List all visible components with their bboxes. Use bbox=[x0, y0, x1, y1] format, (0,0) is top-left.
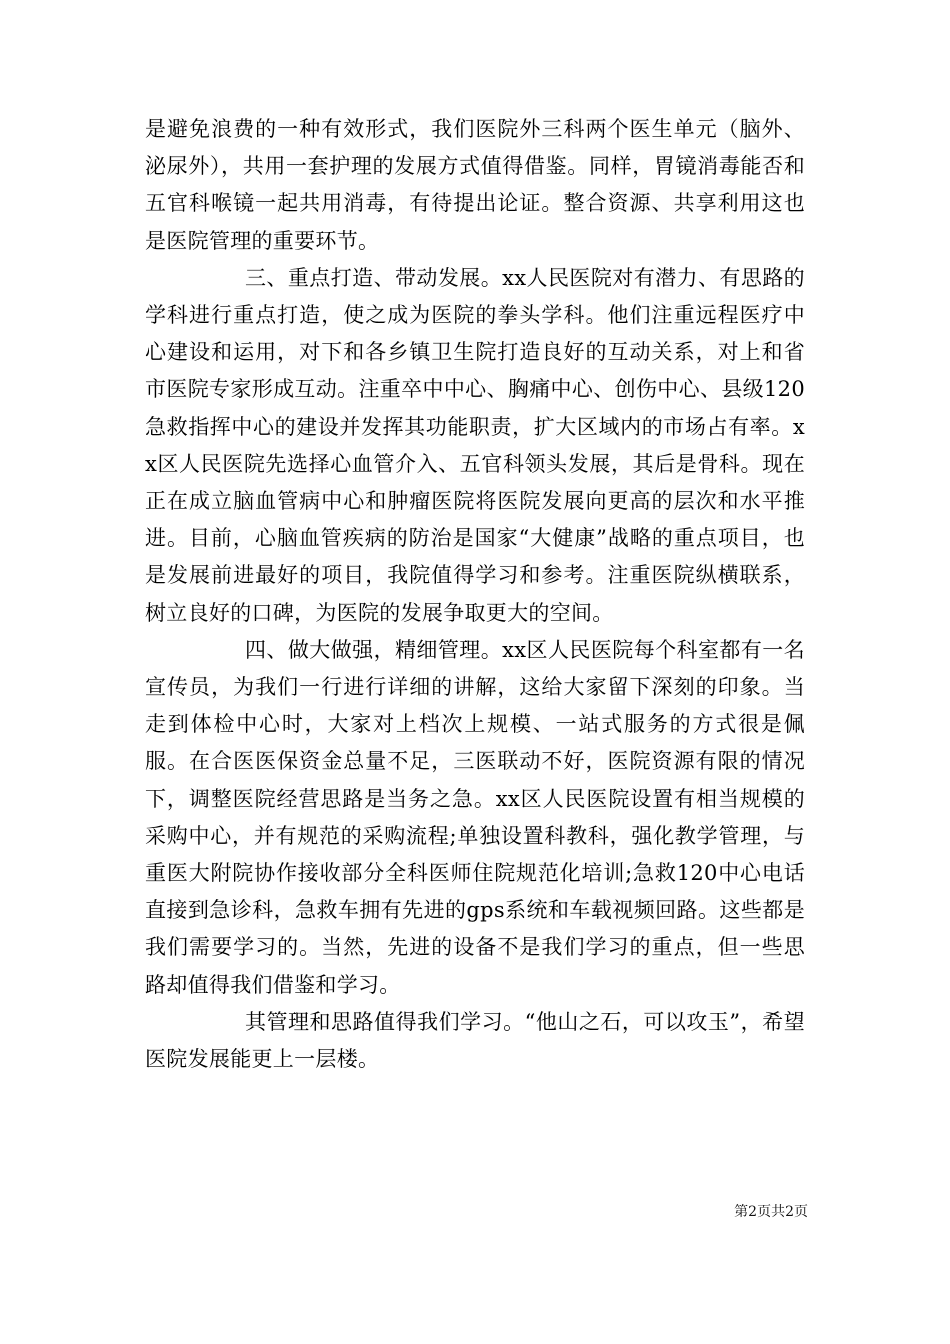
document-body bbox=[145, 111, 805, 1078]
paragraph-resource-sharing: 是避免浪费的一种有效形式，我们医院外三科两个医生单元（脑外、泌尿外），共用一套护理的发展方式值得借鉴。同样，胃镜消毒能否和五官科喉镜一起共用消毒，有待提出论证。整合资源、共享利用这也是医院管理的重要环节。 bbox=[145, 117, 805, 253]
paragraph-fine-management: 四、做大做强，精细管理。xx区人民医院每个科室都有一名宣传员，为我们一行进行详细的讲解，这给大家留下深刻的印象。当走到体检中心时，大家对上档次上规模、一站式服务的方式很是佩服。在合医医保资金总量不足，三医联动不好，医院资源有限的情况下，调整医院经营思路是当务之急。xx区人民医院设置有相当规模的采购中心，并有规范的采购流程;单独设置科教科，强化教学管理，与重医大附院协作接收部分全科医师住院规范化培训;急救120中心电话直接到急诊科，急救车拥有先进的gps系统和车载视频回路。这些都是我们需要学习的。当然，先进的设备不是我们学习的重点，但一些思路却值得我们借鉴和学习。 bbox=[145, 637, 805, 997]
paragraph-key-development: 三、重点打造、带动发展。xx人民医院对有潜力、有思路的学科进行重点打造，使之成为医院的拳头学科。他们注重远程医疗中心建设和运用，对下和各乡镇卫生院打造良好的互动关系，对上和省市医院专家形成互动。注重卒中中心、胸痛中心、创伤中心、县级120急救指挥中心的建设并发挥其功能职责，扩大区域内的市场占有率。xx区人民医院先选择心血管介入、五官科领头发展，其后是骨科。现在正在成立脑血管病中心和肿瘤医院将医院发展向更高的层次和水平推进。目前，心脑血管疾病的防治是国家“大健康”战略的重点项目，也是发展前进最好的项目，我院值得学习和参考。注重医院纵横联系，树立良好的口碑，为医院的发展争取更大的空间。 bbox=[145, 265, 805, 625]
paragraph-conclusion: 其管理和思路值得我们学习。“他山之石，可以攻玉”，希望医院发展能更上一层楼。 bbox=[145, 1009, 805, 1072]
page-number: 第2页共2页 bbox=[734, 1204, 808, 1220]
